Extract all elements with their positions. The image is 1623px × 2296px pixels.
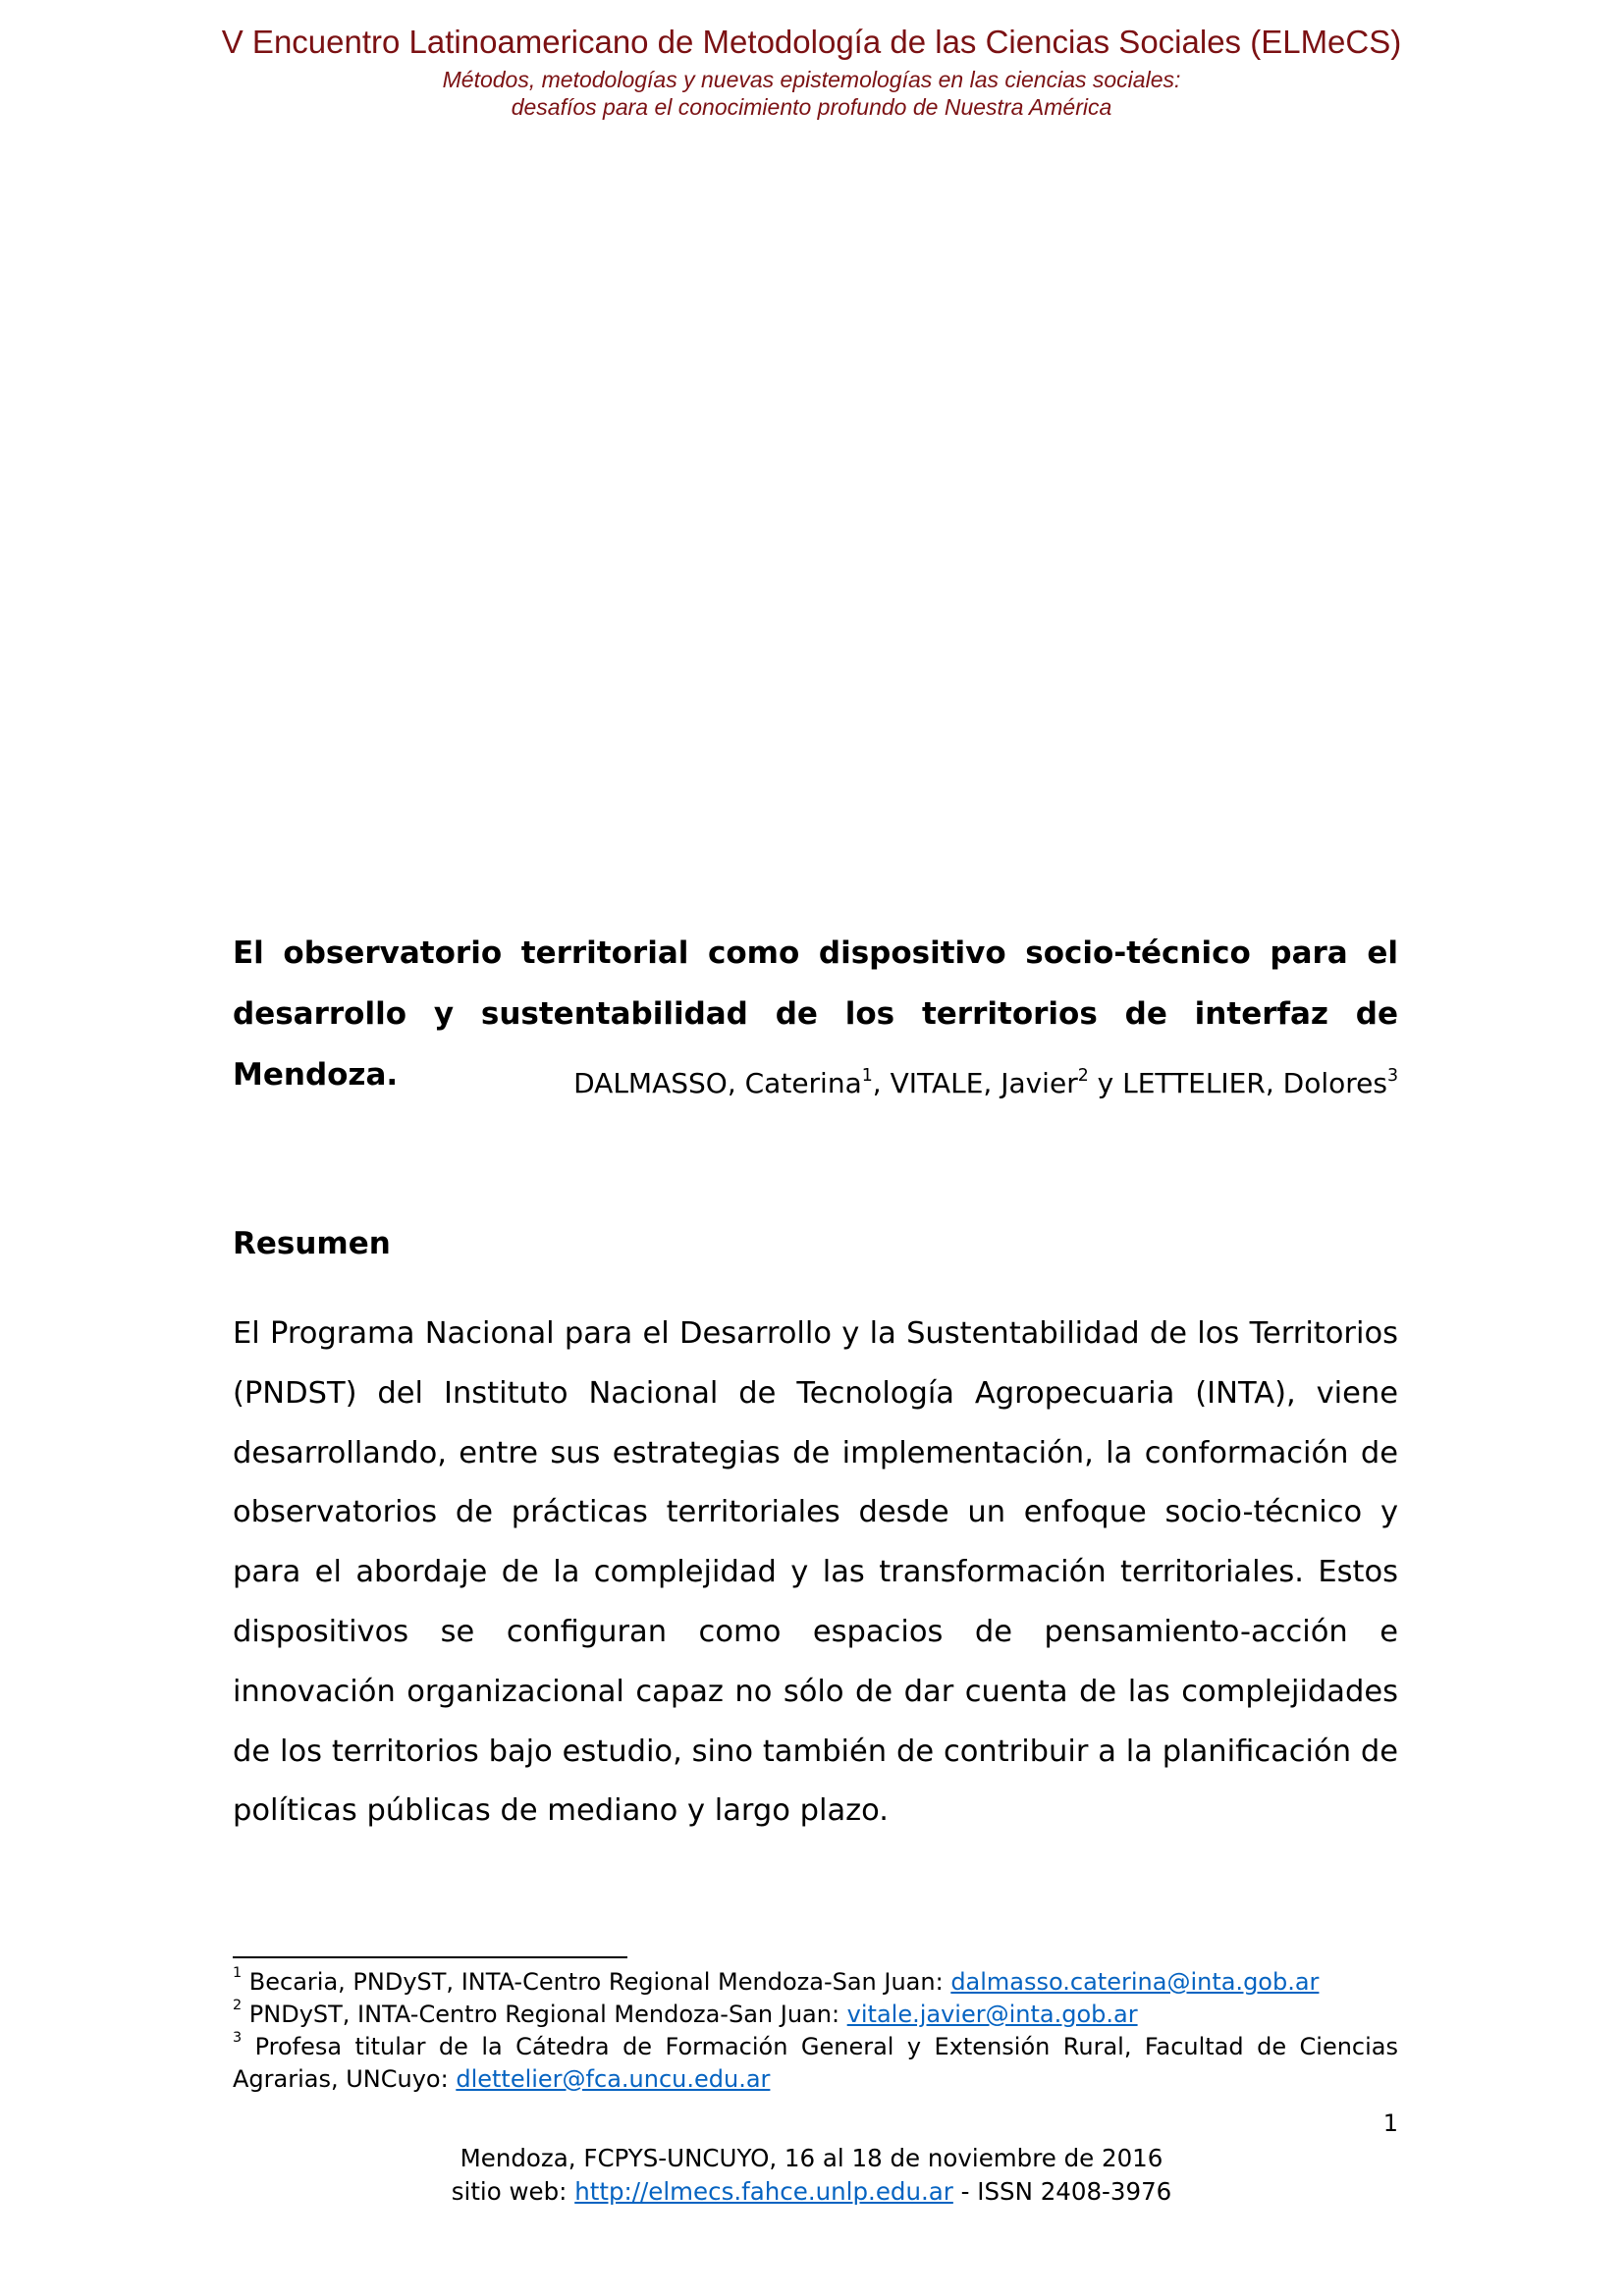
page-number: 1 [1382, 2109, 1398, 2137]
footnote-item [233, 1999, 1398, 2031]
author-list [573, 1067, 1398, 1099]
author-name: LETTELIER, Dolores [1122, 1067, 1387, 1099]
footnote-mark: 2 [233, 1998, 243, 2014]
footnote-email-link[interactable]: vitale.javier@inta.gob.ar [846, 2001, 1138, 2028]
footnote-text: PNDyST, INTA-Centro Regional Mendoza-San Juan: [248, 2001, 847, 2028]
author-separator: , [872, 1067, 891, 1099]
conference-subtitle-line-2: desafíos para el conocimiento profundo de Nuestra América [511, 94, 1112, 120]
author-footnote-mark[interactable]: 1 [861, 1065, 873, 1086]
footnote-mark: 3 [233, 2030, 243, 2047]
author-name: VITALE, Javier [890, 1067, 1078, 1099]
conference-title: V Encuentro Latinoamericano de Metodología de las Ciencias Sociales (ELMeCS) [221, 24, 1402, 60]
paper-title: El observatorio territorial como dispositivo socio-técnico para el desarrollo y sustentabilidad de los territorios de interfaz de Mendoza. [233, 935, 1398, 1093]
footnote-item [233, 1966, 1398, 1999]
author-separator: y [1088, 1067, 1123, 1099]
footer-web [0, 2177, 1623, 2206]
author-footnote-mark[interactable]: 3 [1386, 1065, 1398, 1086]
footer-web-label: sitio web: [451, 2177, 575, 2206]
footnote-separator [233, 1956, 627, 1958]
footnote-email-link[interactable]: dalmasso.caterina@inta.gob.ar [950, 1968, 1320, 1996]
footnote-text: Becaria, PNDyST, INTA-Centro Regional Mendoza-San Juan: [248, 1968, 951, 1996]
abstract-body: El Programa Nacional para el Desarrollo y la Sustentabilidad de los Territorios (PNDST) del Instituto Nacional de Tecnología Agropecuaria (INTA), viene desarrollando, entre sus estrategias de implementación, la conformación de observatorios de prácticas territoriales desde un enfoque socio-técnico y para el abordaje de la complejidad y las transformación territoriales. Estos dispositivos se configuran como espacios de pensamiento-acción e innovación organizacional capaz no sólo de dar cuenta de las complejidades de los territorios bajo estudio, sino también de contribuir a la planificación de políticas públicas de mediano y largo plazo. [233, 1316, 1398, 1829]
footer-issn: - ISSN 2408-3976 [952, 2177, 1172, 2206]
conference-subtitle-line-1: Métodos, metodologías y nuevas epistemologías en las ciencias sociales: [442, 67, 1181, 92]
footnote-text: Profesa titular de la Cátedra de Formación General y Extensión Rural, Facultad de Ciencias Agrarias, UNCuyo: [233, 2033, 1399, 2093]
footer-website-link[interactable]: http://elmecs.fahce.unlp.edu.ar [574, 2177, 953, 2206]
author-name: DALMASSO, Caterina [573, 1067, 862, 1099]
footnote-email-link[interactable]: dlettelier@fca.uncu.edu.ar [456, 2065, 771, 2093]
footnote-mark: 1 [233, 1965, 243, 1982]
author-footnote-mark[interactable]: 2 [1077, 1065, 1089, 1086]
abstract-heading: Resumen [233, 1226, 391, 1261]
footer-venue: Mendoza, FCPYS-UNCUYO, 16 al 18 de noviembre de 2016 [460, 2144, 1163, 2172]
footnote-item [233, 2031, 1398, 2096]
footnotes [233, 1966, 1398, 2096]
